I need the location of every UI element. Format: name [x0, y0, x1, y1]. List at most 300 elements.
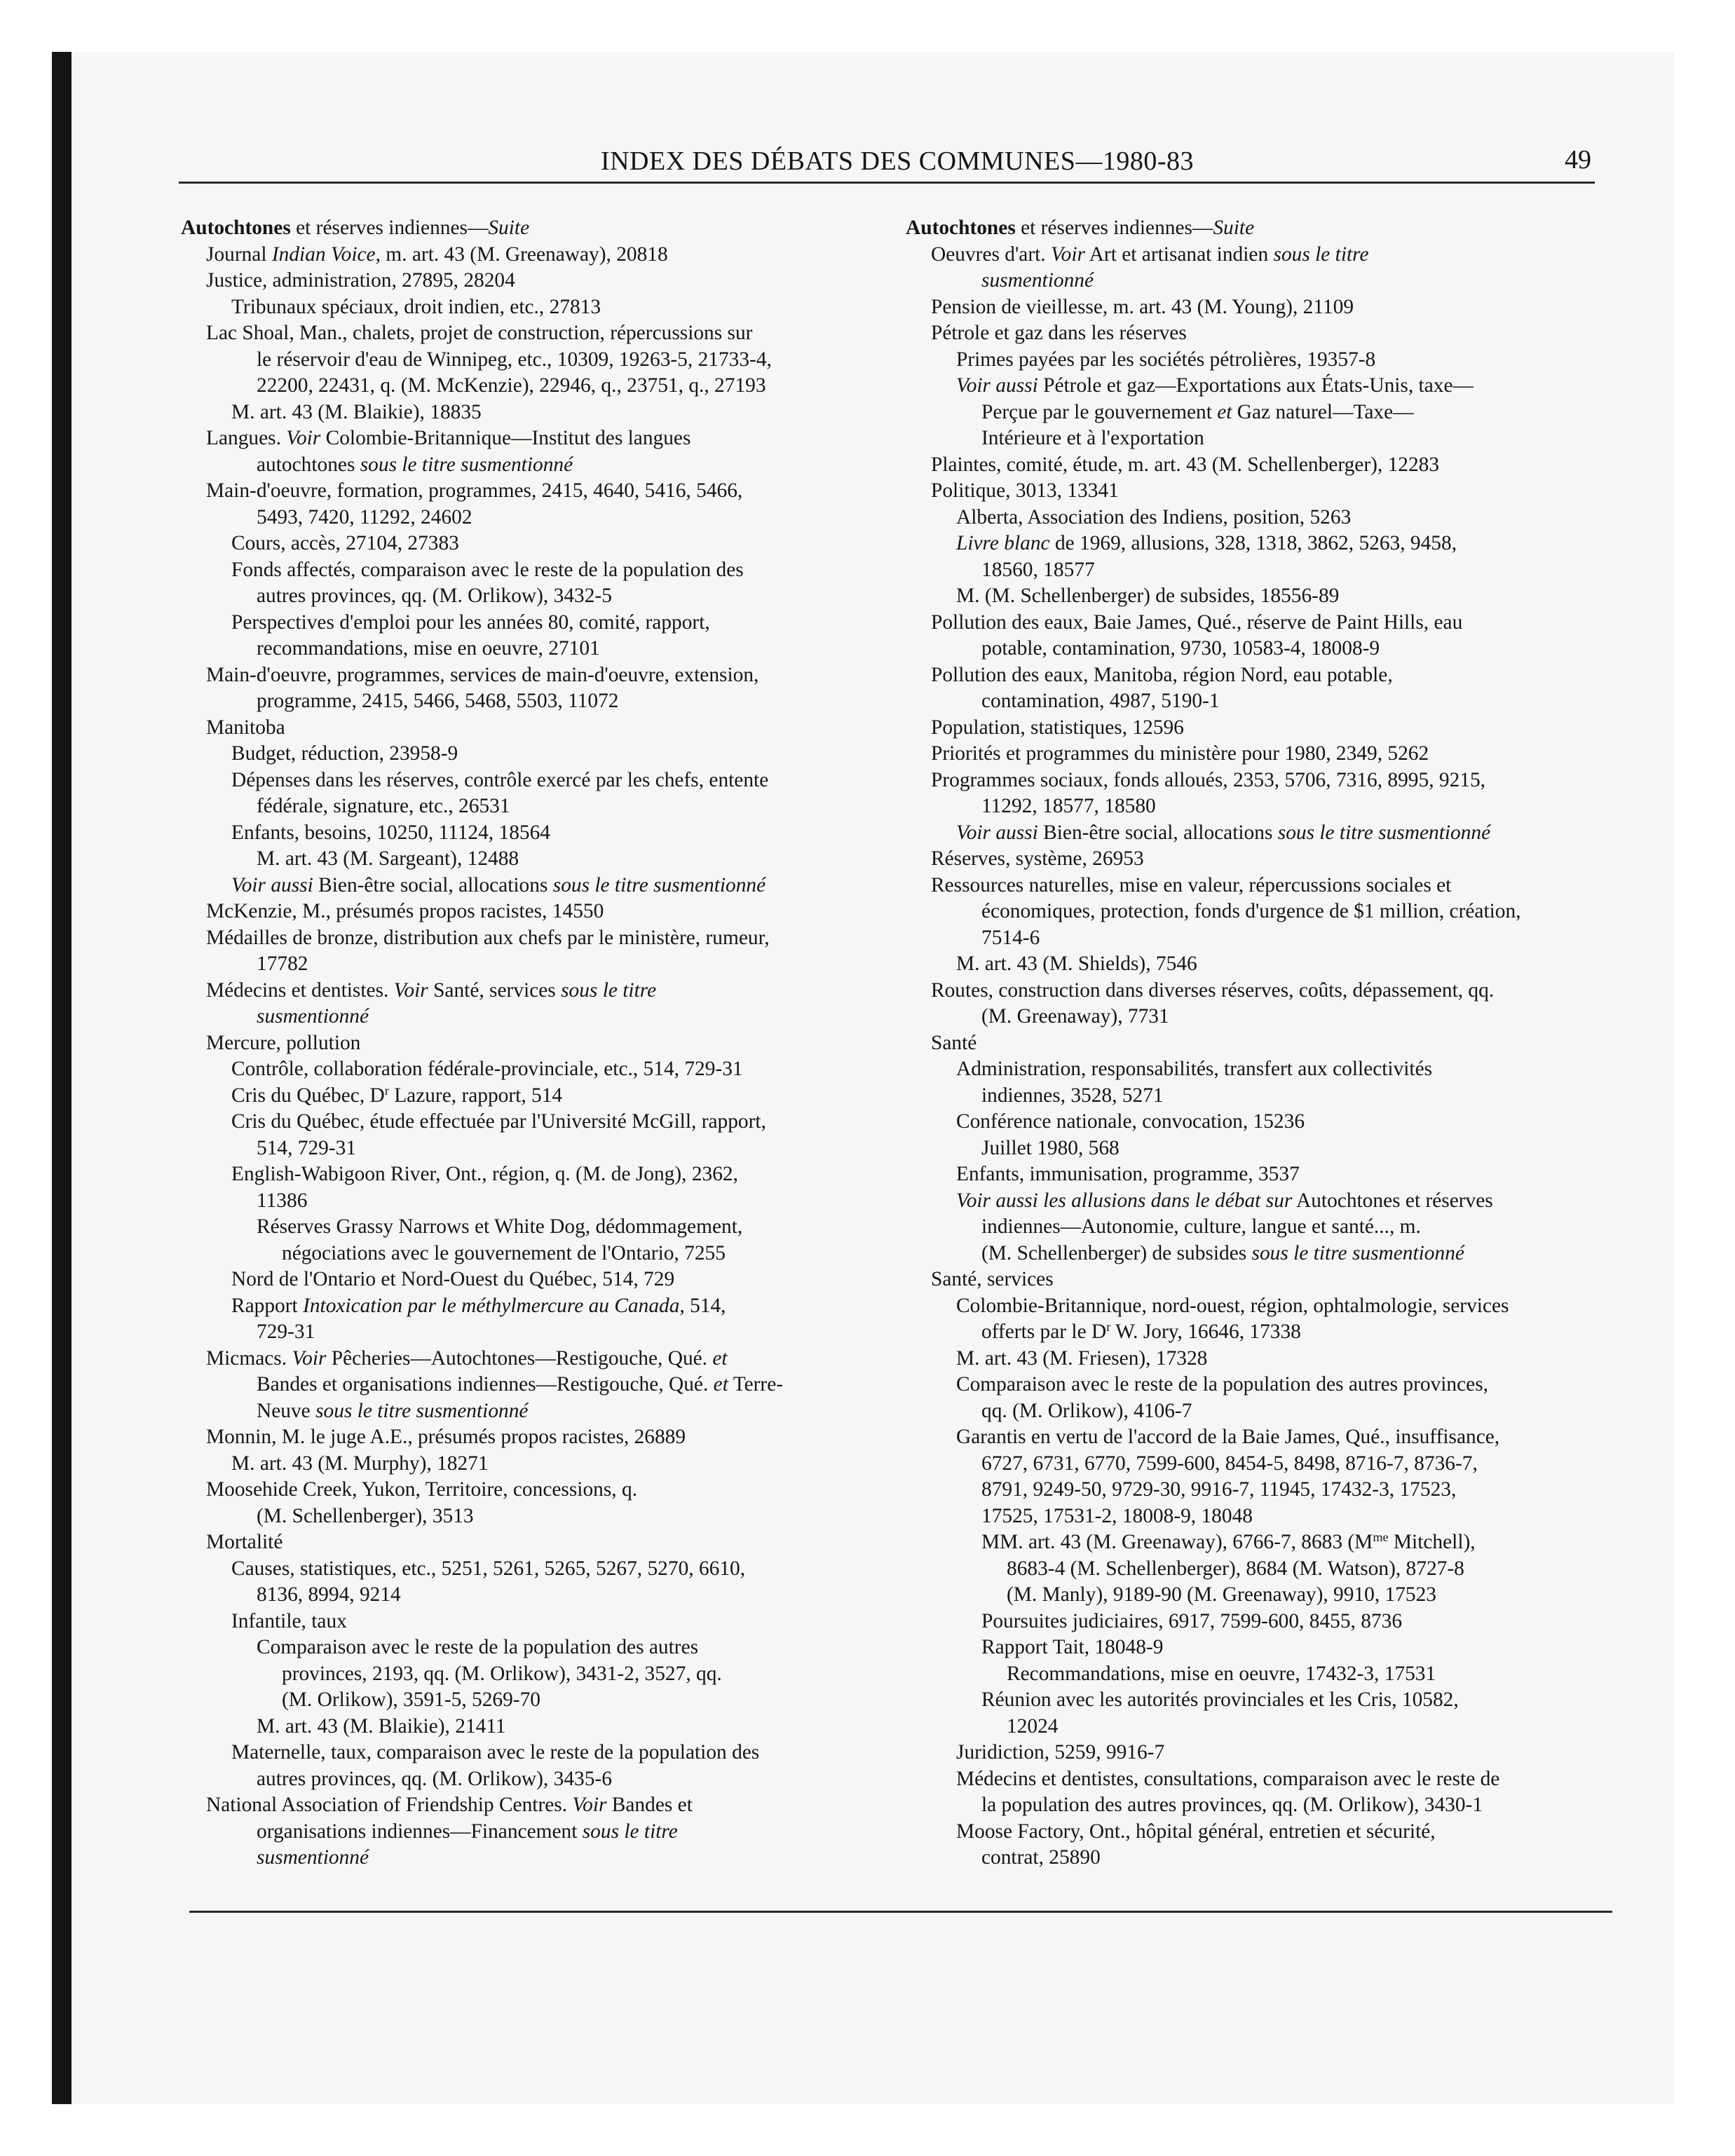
entry-text: 8791, 9249-50, 9729-30, 9916-7, 11945, 17432-3, 17523,	[981, 1478, 1457, 1501]
entry-text: Contrôle, collaboration fédérale-provinciale, etc., 514, 729-31	[231, 1058, 743, 1080]
entry-text: Autochtones et réserves	[1292, 1189, 1493, 1212]
entry-text: 17525, 17531-2, 18008-9, 18048	[981, 1504, 1253, 1527]
entry-text: Perçue par le gouvernement	[981, 400, 1218, 423]
entry-text: Pêcheries—Autochtones—Restigouche, Qué.	[326, 1346, 713, 1370]
index-entry-line	[181, 1477, 889, 1503]
entry-text: McKenzie, M., présumés propos racistes, 14550	[206, 900, 604, 922]
index-entry-line	[181, 1556, 889, 1583]
entry-text: Cours, accès, 27104, 27383	[231, 532, 459, 554]
entry-text: Juillet 1980, 568	[981, 1136, 1120, 1159]
entry-text: Routes, construction dans diverses réserves, coûts, dépassement, qq.	[931, 978, 1495, 1002]
entry-text: Poursuites judiciaires, 6917, 7599-600, 8455, 8736	[981, 1609, 1403, 1632]
entry-text: Autochtones	[181, 217, 291, 239]
entry-text: Main-d'oeuvre, formation, programmes, 2415, 4640, 5416, 5466,	[206, 479, 743, 502]
index-entry-line	[181, 1424, 889, 1451]
index-entry-line	[906, 925, 1607, 952]
entry-text: Administration, responsabilités, transfert aux collectivités	[956, 1058, 1433, 1080]
entry-text: Priorités et programmes du ministère pour 1980, 2349, 5262	[931, 742, 1429, 765]
entry-text: Neuve	[257, 1399, 316, 1422]
index-heading	[906, 215, 1607, 242]
index-entry-line	[181, 1188, 889, 1215]
entry-text: Recommandations, mise en oeuvre, 17432-3, 17531	[1007, 1662, 1436, 1685]
entry-text: (M. Greenaway), 7731	[981, 1005, 1169, 1028]
index-entry-line	[181, 1083, 889, 1110]
entry-text: 22200, 22431, q. (M. McKenzie), 22946, q., 23751, q., 27193	[257, 374, 766, 397]
index-column-left	[181, 215, 889, 1871]
index-entry-line	[181, 1056, 889, 1083]
entry-text: Bandes et organisations indiennes—Restigouche, Qué.	[257, 1373, 714, 1396]
entry-text: 11292, 18577, 18580	[981, 795, 1156, 817]
superscript-text: me	[1373, 1529, 1389, 1544]
entry-text: M. art. 43 (M. Friesen), 17328	[956, 1346, 1208, 1370]
index-entry-line	[181, 636, 889, 662]
entry-text: Budget, réduction, 23958-9	[231, 742, 458, 765]
entry-text: Mercure, pollution	[206, 1031, 361, 1054]
entry-text: sous le titre	[561, 978, 657, 1002]
index-entry-line	[906, 1529, 1607, 1556]
index-entry-line	[181, 268, 889, 294]
index-entry-line	[181, 1792, 889, 1819]
index-entry-line	[906, 557, 1607, 584]
entry-text: Intoxication par le méthylmercure au Canada,	[303, 1294, 685, 1317]
entry-text: la population des autres provinces, qq. (M. Orlikow), 3430-1	[981, 1794, 1483, 1816]
entry-text: Voir	[393, 978, 428, 1002]
index-entry-line	[181, 1346, 889, 1372]
entry-text: 17782	[257, 953, 308, 975]
entry-text: Infantile, taux	[231, 1609, 347, 1632]
index-entry-line	[906, 662, 1607, 689]
index-entry-line	[906, 715, 1607, 742]
index-entry-line	[906, 531, 1607, 557]
index-entry-line	[181, 347, 889, 374]
entry-text: Comparaison avec le reste de la population des autres provinces,	[956, 1373, 1489, 1396]
entry-text: 5493, 7420, 11292, 24602	[257, 505, 472, 528]
entry-text: Mortalité	[206, 1531, 283, 1553]
index-entry-line	[906, 1792, 1607, 1819]
index-entry-line	[906, 1056, 1607, 1083]
entry-text: M. art. 43 (M. Shields), 7546	[956, 953, 1197, 975]
index-entry-line	[906, 1582, 1607, 1609]
index-entry-line	[181, 1609, 889, 1635]
entry-text: Bien-être social, allocations	[313, 873, 553, 896]
index-entry-line	[181, 452, 889, 479]
index-entry-line	[906, 767, 1607, 794]
entry-text: qq. (M. Orlikow), 4106-7	[981, 1399, 1192, 1422]
entry-text: contamination, 4987, 5190-1	[981, 690, 1220, 712]
index-entry-line	[181, 610, 889, 636]
entry-text: sous le titre susmentionné	[552, 873, 766, 896]
entry-text: Réserves Grassy Narrows et White Dog, dédommagement,	[257, 1215, 743, 1238]
index-entry-line	[181, 715, 889, 742]
entry-text: English-Wabigoon River, Ont., région, q. (M. de Jong), 2362,	[231, 1163, 738, 1185]
entry-text: Voir	[1050, 243, 1085, 266]
index-entry-line	[906, 1161, 1607, 1188]
entry-text: Médailles de bronze, distribution aux chefs par le ministère, rumeur,	[206, 926, 770, 949]
entry-text: M. art. 43 (M. Blaikie), 18835	[231, 400, 482, 423]
index-entry-line	[181, 1451, 889, 1478]
index-entry-line	[181, 741, 889, 767]
index-entry-line	[906, 1766, 1607, 1793]
entry-text: Monnin, M. le juge A.E., présumés propos racistes, 26889	[206, 1426, 686, 1448]
entry-text: Bandes et	[606, 1794, 693, 1816]
index-entry-line	[906, 1372, 1607, 1398]
index-entry-line	[181, 1845, 889, 1871]
scan-edge	[52, 52, 72, 2104]
index-entry-line	[906, 1319, 1607, 1346]
index-entry-line	[906, 741, 1607, 767]
index-entry-line	[906, 1004, 1607, 1030]
index-entry-line	[906, 1556, 1607, 1583]
index-entry-line	[906, 1451, 1607, 1478]
entry-text: Art et artisanat indien	[1084, 243, 1274, 266]
index-entry-line	[181, 1766, 889, 1793]
entry-text: susmentionné	[257, 1005, 369, 1028]
entry-text: MM. art. 43 (M. Greenaway), 6766-7, 8683 (M	[981, 1531, 1373, 1553]
index-entry-line	[906, 951, 1607, 978]
index-entry-line	[181, 320, 889, 347]
index-entry-line	[181, 505, 889, 531]
index-entry-line	[906, 1241, 1607, 1267]
entry-text: susmentionné	[257, 1846, 369, 1869]
entry-text: (M. Orlikow), 3591-5, 5269-70	[282, 1688, 540, 1711]
index-entry-line	[181, 1135, 889, 1162]
entry-text: m. art. 43 (M. Greenaway), 20818	[380, 243, 668, 266]
index-entry-line	[181, 373, 889, 400]
entry-text: Autochtones	[906, 217, 1016, 239]
entry-text: Intérieure et à l'exportation	[981, 427, 1204, 449]
entry-text: Pension de vieillesse, m. art. 43 (M. Young), 21109	[931, 295, 1354, 318]
index-entry-line	[906, 1687, 1607, 1714]
entry-text: autres provinces, qq. (M. Orlikow), 3432-5	[257, 585, 612, 607]
index-entry-line	[906, 793, 1607, 820]
entry-text: fédérale, signature, etc., 26531	[257, 795, 510, 817]
index-entry-line	[906, 242, 1607, 268]
entry-text: Voir	[292, 1346, 327, 1370]
entry-text: provinces, 2193, qq. (M. Orlikow), 3431-2, 3527, qq.	[282, 1662, 722, 1685]
footer-rule	[189, 1911, 1612, 1913]
index-entry-line	[906, 1293, 1607, 1320]
entry-text: Lazure, rapport, 514	[388, 1084, 563, 1107]
index-entry-line	[906, 978, 1607, 1004]
entry-text: indiennes, 3528, 5271	[981, 1084, 1164, 1107]
entry-text: programme, 2415, 5466, 5468, 5503, 11072	[257, 690, 619, 712]
entry-text: Cris du Québec, D	[231, 1084, 385, 1107]
entry-text: Voir	[286, 427, 321, 449]
index-entry-line	[181, 1398, 889, 1425]
entry-text: Perspectives d'emploi pour les années 80, comité, rapport,	[231, 610, 710, 634]
index-entry-line	[906, 1635, 1607, 1661]
index-entry-line	[906, 373, 1607, 400]
index-entry-line	[181, 978, 889, 1004]
entry-text: Santé	[931, 1031, 977, 1054]
entry-text: (M. Schellenberger), 3513	[257, 1504, 474, 1527]
index-entry-line	[906, 1398, 1607, 1425]
entry-text: 12024	[1007, 1714, 1059, 1738]
entry-text: autres provinces, qq. (M. Orlikow), 3435-6	[257, 1767, 612, 1790]
index-entry-line	[181, 899, 889, 925]
index-entry-line	[906, 688, 1607, 715]
entry-text: 8683-4 (M. Schellenberger), 8684 (M. Watson), 8727-8	[1007, 1557, 1464, 1580]
entry-text: et réserves indiennes—	[290, 217, 489, 239]
index-entry-line	[906, 1714, 1607, 1740]
entry-text: Bien-être social, allocations	[1037, 821, 1278, 844]
entry-text: Lac Shoal, Man., chalets, projet de construction, répercussions sur	[206, 322, 753, 344]
index-entry-line	[906, 1609, 1607, 1635]
index-entry-line	[181, 425, 889, 452]
entry-text: Pétrole et gaz—Exportations aux États-Unis, taxe—	[1037, 374, 1474, 397]
entry-text: Santé, services	[931, 1268, 1054, 1290]
index-entry-line	[906, 636, 1607, 662]
entry-text: sous le titre susmentionné	[315, 1399, 529, 1422]
entry-text: économiques, protection, fonds d'urgence de $1 million, création,	[981, 900, 1521, 922]
index-entry-line	[181, 1004, 889, 1030]
entry-text: Cris du Québec, étude effectuée par l'Université McGill, rapport,	[231, 1110, 766, 1133]
index-entry-line	[181, 1635, 889, 1661]
entry-text: indiennes—Autonomie, culture, langue et santé..., m.	[981, 1215, 1421, 1238]
index-entry-line	[906, 425, 1607, 452]
entry-text: Livre blanc	[956, 532, 1050, 554]
entry-text: (M. Schellenberger) de subsides	[981, 1241, 1252, 1264]
entry-text: M. art. 43 (M. Sargeant), 12488	[257, 847, 519, 870]
entry-text: sous le titre susmentionné	[1251, 1241, 1464, 1264]
entry-text: et	[712, 1346, 728, 1370]
index-entry-line	[181, 583, 889, 610]
index-entry-line	[906, 1424, 1607, 1451]
index-entry-line	[906, 1135, 1607, 1162]
entry-text: Enfants, immunisation, programme, 3537	[956, 1163, 1300, 1185]
entry-text: Manitoba	[206, 716, 285, 739]
entry-text: M. (M. Schellenberger) de subsides, 18556-89	[956, 585, 1340, 607]
entry-text: Pollution des eaux, Manitoba, région Nord, eau potable,	[931, 663, 1393, 686]
index-entry-line	[181, 557, 889, 584]
entry-text: et réserves indiennes—	[1015, 217, 1213, 239]
index-entry-line	[906, 400, 1607, 426]
entry-text: Moose Factory, Ont., hôpital général, entretien et sécurité,	[956, 1820, 1436, 1843]
entry-text: Colombie-Britannique, nord-ouest, région, ophtalmologie, services	[956, 1294, 1509, 1317]
entry-text: Médecins et dentistes, consultations, comparaison avec le reste de	[956, 1767, 1500, 1790]
entry-text: Réunion avec les autorités provinciales et les Cris, 10582,	[981, 1688, 1459, 1711]
entry-text: et	[713, 1373, 728, 1396]
index-entry-line	[181, 242, 889, 268]
index-entry-line	[181, 1293, 889, 1320]
entry-text: négociations avec le gouvernement de l'Ontario, 7255	[282, 1241, 726, 1264]
entry-text: contrat, 25890	[981, 1846, 1101, 1869]
entry-text: Garantis en vertu de l'accord de la Baie James, Qué., insuffisance,	[956, 1426, 1500, 1448]
index-entry-line	[906, 320, 1607, 347]
index-entry-line	[906, 1346, 1607, 1372]
index-entry-line	[181, 793, 889, 820]
entry-text: Enfants, besoins, 10250, 11124, 18564	[231, 821, 550, 844]
entry-text: sous le titre	[582, 1820, 678, 1843]
index-entry-line	[181, 767, 889, 794]
entry-text: Voir aussi	[956, 821, 1038, 844]
entry-text: Voir	[572, 1794, 607, 1816]
index-entry-line	[906, 478, 1607, 505]
entry-text: 729-31	[257, 1321, 315, 1343]
entry-text: Pollution des eaux, Baie James, Qué., réserve de Paint Hills, eau	[931, 610, 1463, 634]
entry-text: Nord de l'Ontario et Nord-Ouest du Québec, 514, 729	[231, 1268, 675, 1290]
index-entry-line	[181, 1267, 889, 1293]
index-entry-line	[181, 1714, 889, 1740]
index-entry-line	[181, 1529, 889, 1556]
index-entry-line	[906, 820, 1607, 847]
entry-text: Politique, 3013, 13341	[931, 479, 1119, 502]
entry-text: Oeuvres d'art.	[931, 243, 1051, 266]
index-entry-line	[906, 1477, 1607, 1503]
entry-text: Moosehide Creek, Yukon, Territoire, concessions, q.	[206, 1478, 638, 1501]
entry-text: 514, 729-31	[257, 1136, 357, 1159]
index-entry-line	[181, 1109, 889, 1135]
entry-text: sous le titre susmentionné	[1277, 821, 1491, 844]
running-head: INDEX DES DÉBATS DES COMMUNES—1980-83	[600, 146, 1195, 176]
index-entry-line	[181, 1582, 889, 1609]
header-rule	[179, 182, 1595, 184]
entry-text: M. art. 43 (M. Murphy), 18271	[231, 1452, 489, 1475]
entry-text: W. Jory, 16646, 17338	[1110, 1321, 1301, 1343]
entry-text: Primes payées par les sociétés pétrolières, 19357-8	[956, 348, 1376, 371]
entry-text: Médecins et dentistes.	[206, 978, 394, 1002]
index-entry-line	[181, 1319, 889, 1346]
index-entry-line	[181, 688, 889, 715]
entry-text: 11386	[257, 1189, 308, 1212]
entry-text: sous le titre susmentionné	[360, 453, 573, 476]
index-entry-line	[906, 873, 1607, 899]
entry-text: recommandations, mise en oeuvre, 27101	[257, 637, 600, 660]
index-entry-line	[181, 1687, 889, 1714]
entry-text: Conférence nationale, convocation, 15236	[956, 1110, 1305, 1133]
index-entry-line	[906, 347, 1607, 374]
index-entry-line	[181, 1161, 889, 1188]
entry-text: Journal	[206, 243, 272, 266]
entry-text: M. art. 43 (M. Blaikie), 21411	[257, 1714, 506, 1738]
entry-text: Santé, services	[428, 978, 562, 1002]
entry-text: Voir aussi	[956, 374, 1038, 397]
entry-text: Tribunaux spéciaux, droit indien, etc., 27813	[231, 295, 601, 318]
index-entry-line	[181, 662, 889, 689]
index-entry-line	[906, 505, 1607, 531]
superscript-text: r	[384, 1083, 389, 1098]
index-entry-line	[906, 452, 1607, 479]
entry-text: Suite	[1213, 217, 1255, 239]
entry-text: Main-d'oeuvre, programmes, services de main-d'oeuvre, extension,	[206, 663, 759, 686]
index-entry-line	[181, 1214, 889, 1241]
entry-text: Justice, administration, 27895, 28204	[206, 269, 515, 292]
index-entry-line	[181, 925, 889, 952]
index-entry-line	[181, 400, 889, 426]
entry-text: Programmes sociaux, fonds alloués, 2353, 5706, 7316, 8995, 9215,	[931, 768, 1486, 791]
entry-text: Suite	[488, 217, 530, 239]
index-heading	[181, 215, 889, 242]
index-entry-line	[906, 1214, 1607, 1241]
entry-text: Dépenses dans les réserves, contrôle exercé par les chefs, entente	[231, 768, 769, 791]
index-entry-line	[181, 1661, 889, 1688]
index-entry-line	[181, 1503, 889, 1530]
entry-text: susmentionné	[981, 269, 1094, 292]
index-entry-line	[181, 1241, 889, 1267]
entry-text: 7514-6	[981, 926, 1040, 949]
entry-text: Colombie-Britannique—Institut des langues	[320, 427, 691, 449]
entry-text: Rapport	[231, 1294, 304, 1317]
entry-text: Juridiction, 5259, 9916-7	[956, 1741, 1165, 1763]
entry-text: Voir aussi	[231, 873, 313, 896]
entry-text: Causes, statistiques, etc., 5251, 5261, 5265, 5267, 5270, 6610,	[231, 1557, 746, 1580]
index-entry-line	[181, 478, 889, 505]
index-entry-line	[181, 531, 889, 557]
index-entry-line	[181, 1030, 889, 1057]
entry-text: 8136, 8994, 9214	[257, 1583, 401, 1606]
entry-text: Alberta, Association des Indiens, position, 5263	[956, 505, 1352, 528]
entry-text: Gaz naturel—Taxe—	[1232, 400, 1414, 423]
entry-text: Plaintes, comité, étude, m. art. 43 (M. Schellenberger), 12283	[931, 453, 1440, 476]
index-entry-line	[181, 1819, 889, 1845]
index-entry-line	[906, 1267, 1607, 1293]
index-entry-line	[906, 294, 1607, 321]
index-entry-line	[906, 1845, 1607, 1871]
index-entry-line	[906, 583, 1607, 610]
superscript-text: r	[1106, 1319, 1111, 1334]
entry-text: 18560, 18577	[981, 558, 1095, 581]
entry-text: Mitchell),	[1388, 1531, 1476, 1553]
entry-text: Maternelle, taux, comparaison avec le reste de la population des	[231, 1741, 760, 1763]
entry-text: Pétrole et gaz dans les réserves	[931, 322, 1187, 344]
index-entry-line	[906, 1109, 1607, 1135]
index-entry-line	[906, 1661, 1607, 1688]
entry-text: Fonds affectés, comparaison avec le reste de la population des	[231, 558, 744, 581]
index-entry-line	[906, 610, 1607, 636]
index-entry-line	[181, 1740, 889, 1766]
index-entry-line	[181, 951, 889, 978]
index-entry-line	[181, 1372, 889, 1398]
index-entry-line	[906, 1030, 1607, 1057]
index-column-right	[906, 215, 1607, 1871]
entry-text: Ressources naturelles, mise en valeur, répercussions sociales et	[931, 873, 1452, 896]
entry-text: Langues.	[206, 427, 287, 449]
index-entry-line	[906, 1740, 1607, 1766]
entry-text: Terre-	[728, 1373, 784, 1396]
index-entry-line	[906, 899, 1607, 925]
index-entry-line	[906, 1083, 1607, 1110]
entry-text: (M. Manly), 9189-90 (M. Greenaway), 9910, 17523	[1007, 1583, 1436, 1606]
entry-text: 6727, 6731, 6770, 7599-600, 8454-5, 8498, 8716-7, 8736-7,	[981, 1452, 1478, 1475]
entry-text: le réservoir d'eau de Winnipeg, etc., 10309, 19263-5, 21733-4,	[257, 348, 772, 371]
entry-text: autochtones	[257, 453, 360, 476]
entry-text: 514,	[684, 1294, 726, 1317]
entry-text: Réserves, système, 26953	[931, 847, 1144, 870]
entry-text: Voir aussi les allusions dans le débat sur	[956, 1189, 1293, 1212]
index-entry-line	[181, 846, 889, 873]
index-entry-line	[906, 268, 1607, 294]
entry-text: Micmacs.	[206, 1346, 292, 1370]
entry-text: organisations indiennes—Financement	[257, 1820, 583, 1843]
entry-text: offerts par le D	[981, 1321, 1107, 1343]
index-entry-line	[906, 1503, 1607, 1530]
entry-text: potable, contamination, 9730, 10583-4, 18008-9	[981, 637, 1380, 660]
entry-text: Rapport Tait, 18048-9	[981, 1636, 1164, 1658]
index-entry-line	[181, 294, 889, 321]
entry-text: Population, statistiques, 12596	[931, 716, 1184, 739]
entry-text: National Association of Friendship Centres.	[206, 1794, 573, 1816]
index-entry-line	[906, 1819, 1607, 1845]
entry-text: de 1969, allusions, 328, 1318, 3862, 5263, 9458,	[1049, 532, 1457, 554]
index-entry-line	[181, 873, 889, 899]
index-entry-line	[181, 820, 889, 847]
entry-text: Comparaison avec le reste de la population des autres	[257, 1636, 699, 1658]
entry-text: Indian Voice,	[271, 243, 381, 266]
index-entry-line	[906, 846, 1607, 873]
entry-text: sous le titre	[1273, 243, 1369, 266]
page-number: 49	[1565, 145, 1591, 175]
index-entry-line	[906, 1188, 1607, 1215]
